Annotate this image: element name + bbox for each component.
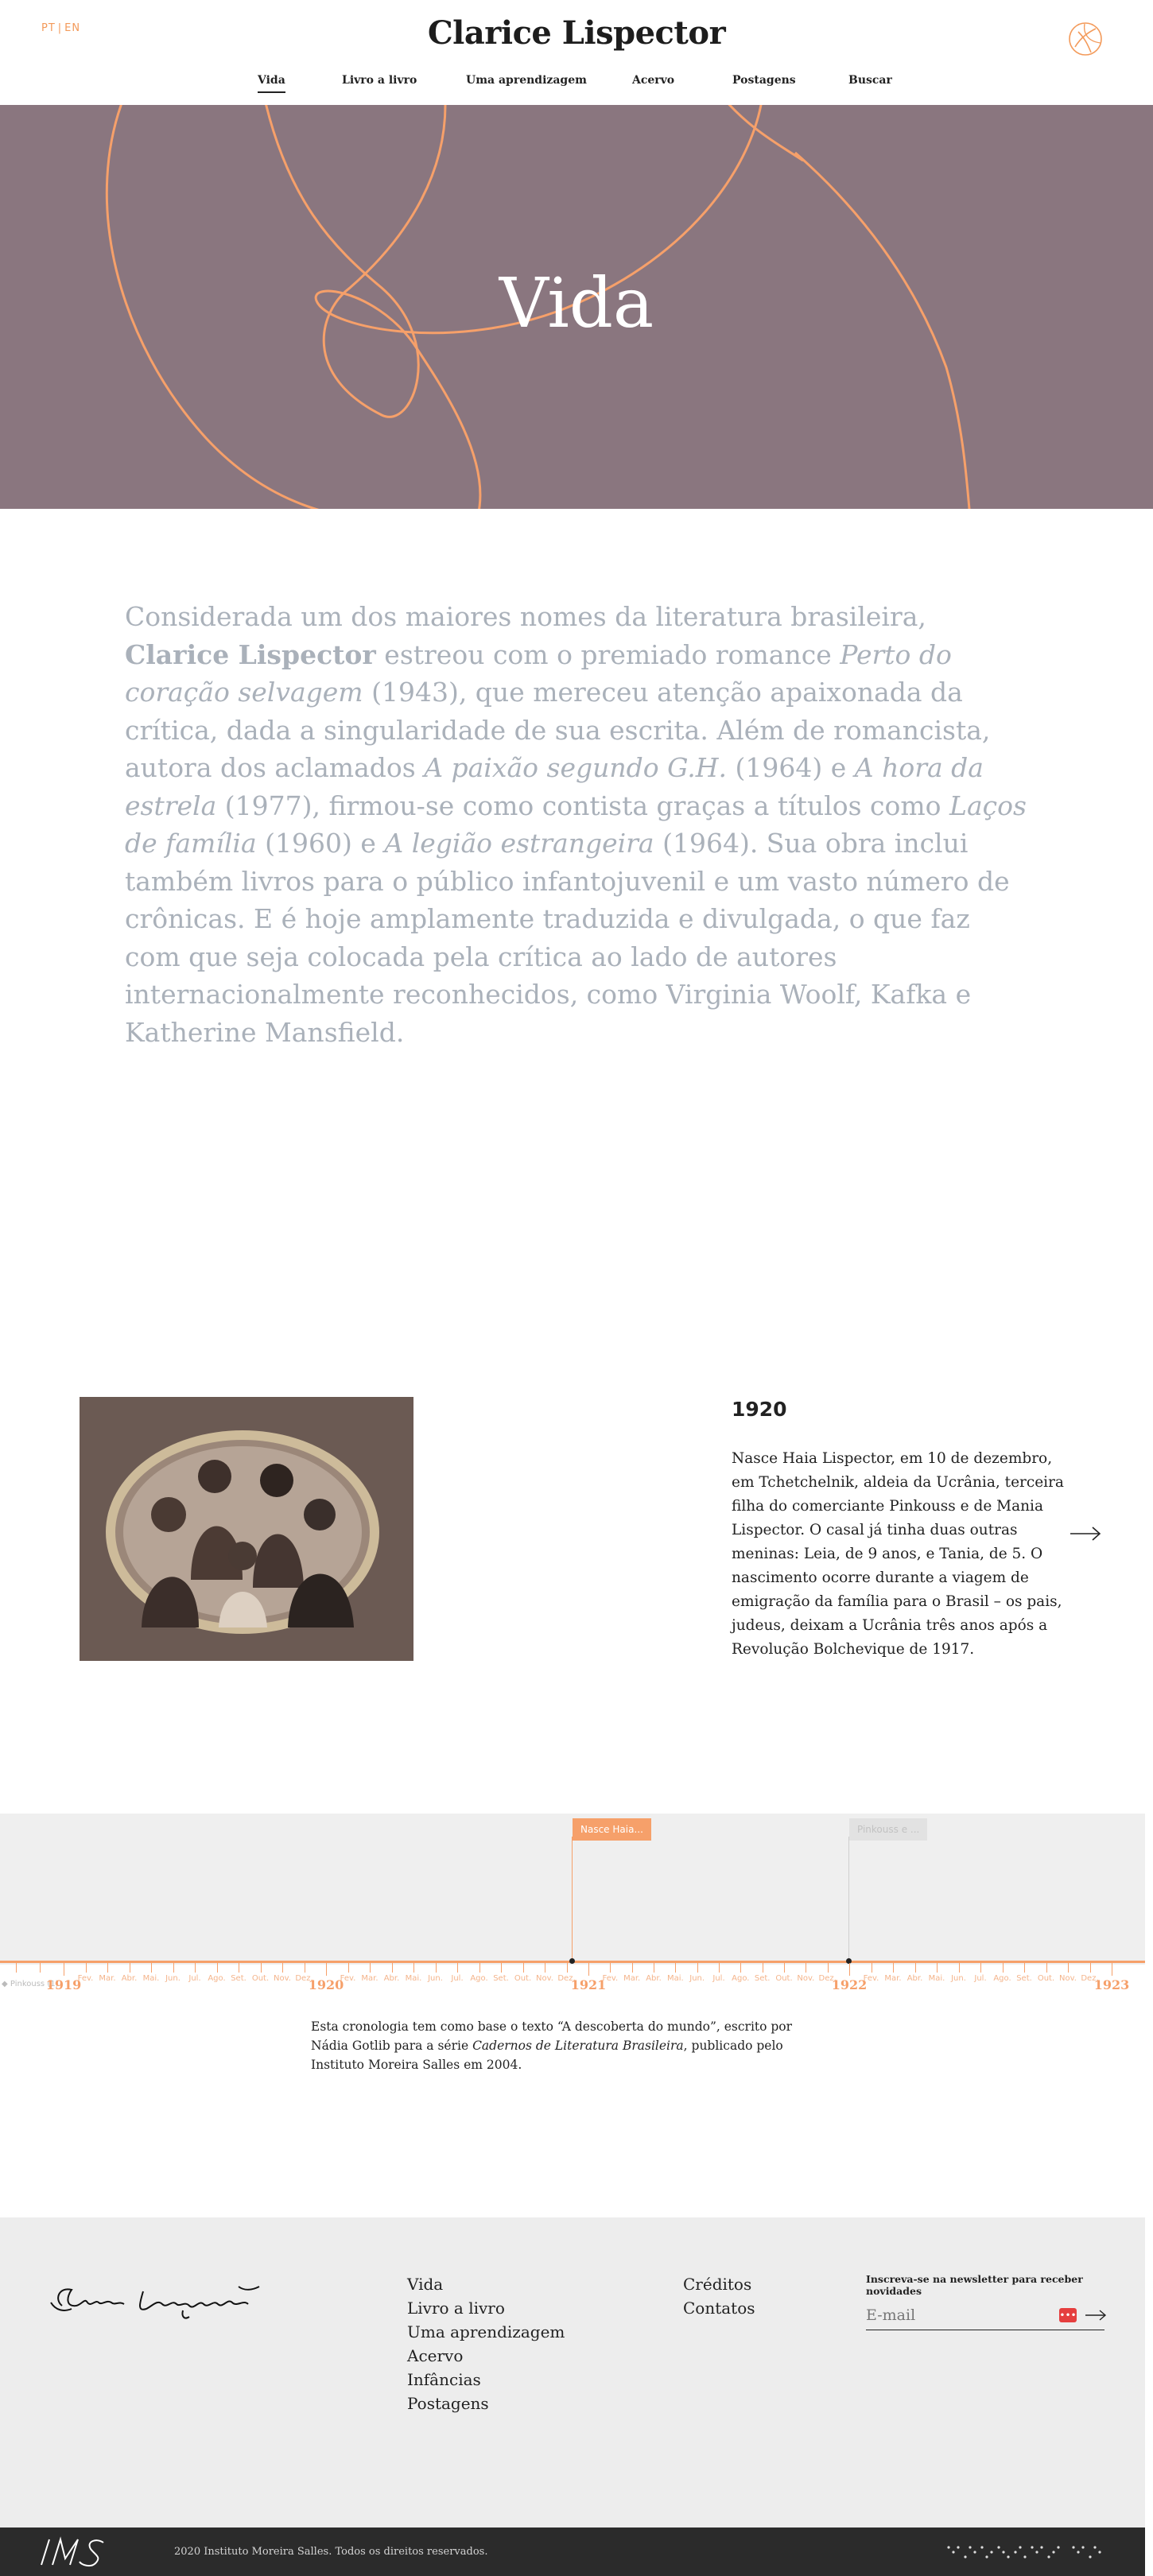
timeline-month-tick (173, 1963, 174, 1973)
page-title: Vida (499, 264, 654, 343)
timeline-year-label[interactable]: 1922 (831, 1977, 868, 1992)
timeline-year-tick (326, 1963, 327, 1976)
timeline-month-label: Mai. (142, 1974, 160, 1983)
timeline-month-tick (893, 1963, 894, 1973)
event-marker-line (572, 1837, 573, 1962)
timeline-month-tick (915, 1963, 916, 1973)
timeline-month-tick (567, 1963, 568, 1973)
timeline-month-label: Nov. (274, 1974, 291, 1983)
timeline-month-tick (40, 1963, 41, 1973)
timeline-month-label: Ago. (732, 1974, 750, 1983)
braille-pattern-icon (946, 2543, 1105, 2562)
footer-link-vida[interactable]: Vida (407, 2275, 444, 2294)
timeline-month-tick (392, 1963, 393, 1973)
intro-paragraph (125, 598, 1028, 1051)
footer-link-livro-a-livro[interactable]: Livro a livro (407, 2299, 505, 2318)
timeline-month-tick (282, 1963, 283, 1973)
newsletter-label: Inscreva-se na newsletter para receber novidades (866, 2273, 1083, 2297)
timeline-month-label: Out. (1037, 1974, 1055, 1983)
footer-link-contatos[interactable]: Contatos (683, 2299, 755, 2318)
timeline-event-flag[interactable]: Pinkouss e ... (849, 1818, 927, 1841)
timeline-month-label: Dez. (818, 1974, 837, 1983)
credit-text: , publicado pelo Instituto Moreira Salles em 2004. (311, 2039, 783, 2072)
timeline-month-label: Jun. (428, 1974, 443, 1983)
timeline-month-label: Ago. (208, 1974, 226, 1983)
site-header (0, 0, 1153, 105)
intro-text: estreou com o premiado romance (375, 638, 840, 670)
timeline-month-label: Jul. (712, 1974, 725, 1983)
timeline-year-label[interactable]: 1923 (1093, 1977, 1130, 1992)
timeline-month-tick (413, 1963, 414, 1973)
timeline-hint-label: Pinkouss (1) (10, 1980, 59, 1988)
nav-item-vida[interactable]: Vida (258, 74, 285, 87)
footer-link-acervo[interactable]: Acervo (407, 2346, 464, 2365)
timeline-month-tick (1068, 1963, 1069, 1973)
next-arrow-icon[interactable] (1069, 1525, 1102, 1542)
timeline-month-label: Abr. (121, 1974, 138, 1983)
author-name: Clarice Lispector (125, 638, 376, 670)
timeline-month-label: Nov. (1059, 1974, 1077, 1983)
brand-icon[interactable] (1067, 21, 1104, 57)
timeline-month-tick (457, 1963, 458, 1973)
timeline-month-tick (675, 1963, 676, 1973)
timeline-month-label: Abr. (906, 1974, 923, 1983)
timeline-month-label: Jun. (689, 1974, 705, 1983)
timeline-month-tick (261, 1963, 262, 1973)
timeline-month-label: Abr. (646, 1974, 662, 1983)
timeline-month-tick (697, 1963, 698, 1973)
credit-text: Esta cronologia tem como base o texto “A descoberta do mundo”, escrito por Nádia Gotlib para a série (311, 2019, 793, 2053)
timeline-month-tick (217, 1963, 218, 1973)
timeline-month-label: Jun. (951, 1974, 966, 1983)
site-title[interactable]: Clarice Lispector (427, 14, 726, 52)
timeline-month-label: Set. (493, 1974, 509, 1983)
timeline-year-tick (588, 1963, 589, 1976)
book-title: Perto do coração selvagem (125, 638, 952, 708)
newsletter-submit-arrow-icon[interactable] (1085, 2308, 1107, 2322)
timeline-month-label: Mar. (623, 1974, 641, 1983)
timeline-month-label: Set. (754, 1974, 771, 1983)
timeline-month-tick (479, 1963, 480, 1973)
footer-link-uma-aprendizagem[interactable]: Uma aprendizagem (407, 2322, 565, 2341)
diamond-icon: ◆ (2, 1980, 8, 1988)
hero-banner (0, 105, 1153, 509)
timeline-month-label: Ago. (470, 1974, 488, 1983)
footer-link-infancias[interactable]: Infâncias (407, 2370, 481, 2389)
timeline-month-label: Mar. (361, 1974, 379, 1983)
timeline-month-label: Nov. (797, 1974, 815, 1983)
timeline-month-tick (632, 1963, 633, 1973)
intro-text: Considerada um dos maiores nomes da literatura brasileira, (125, 601, 926, 632)
timeline-month-label: Dez. (1081, 1974, 1099, 1983)
ims-logo[interactable] (38, 2535, 111, 2568)
timeline-month-label: Out. (775, 1974, 793, 1983)
timeline-month-tick (784, 1963, 785, 1973)
intro-text: (1964). Sua obra inclui também livros para o público infantojuvenil e um vasto número de crônicas. E é hoje amplamente traduzida e divulgada, o que faz com que seja colocada pela crítica ao lado de autores internacionalmente reconhecidos, como Virginia Woolf, Kafka e Katherine Mansfield. (125, 828, 1010, 1048)
event-description: Nasce Haia Lispector, em 10 de dezembro, em Tchetchelnik, aldeia da Ucrânia, terceira filha do comerciante Pinkouss e de Mania Lispector. O casal já tinha duas outras meninas: Leia, de 9 anos, e Tania, de 5. O nascimento ocorre durante a viagem de emigração da família para o Brasil – os pais, judeus, deixam a Ucrânia três anos após a Revolução Bolchevique de 1917. (732, 1450, 1064, 1658)
book-title: Laços de família (125, 789, 1027, 859)
timeline-month-label: Fev. (863, 1974, 879, 1983)
timeline-month-label: Dez. (295, 1974, 313, 1983)
timeline-month-tick (151, 1963, 152, 1973)
footer-nav-primary (407, 2272, 565, 2415)
timeline-month-tick (86, 1963, 87, 1973)
timeline-month-label: Nov. (536, 1974, 553, 1983)
footer-link-creditos[interactable]: Créditos (683, 2275, 752, 2294)
timeline-month-tick (16, 1963, 17, 1973)
timeline-month-label: Fev. (602, 1974, 619, 1983)
event-dot (569, 1958, 575, 1964)
timeline-year-label[interactable]: 1920 (308, 1977, 344, 1992)
timeline-year-label[interactable]: 1921 (570, 1977, 607, 1992)
intro-text: (1960) e (256, 828, 385, 859)
lang-separator: | (57, 22, 63, 34)
timeline-month-label: Dez. (557, 1974, 576, 1983)
timeline-month-label: Ago. (993, 1974, 1011, 1983)
timeline-month-tick (959, 1963, 960, 1973)
timeline-month-tick (1024, 1963, 1025, 1973)
timeline-month-tick (370, 1963, 371, 1973)
timeline-month-label: Fev. (340, 1974, 356, 1983)
timeline-month-tick (348, 1963, 349, 1973)
timeline-month-label: Jul. (188, 1974, 201, 1983)
timeline-month-label: Mar. (99, 1974, 116, 1983)
timeline-month-label: Abr. (383, 1974, 400, 1983)
nav-item-postagens[interactable]: Postagens (732, 74, 796, 87)
timeline-month-tick (436, 1963, 437, 1973)
chronology-credit (311, 2017, 828, 2074)
timeline-month-tick (610, 1963, 611, 1973)
event-year: 1920 (732, 1398, 787, 1421)
nav-item-buscar[interactable]: Buscar (848, 74, 892, 87)
timeline-event-flag[interactable]: Nasce Haia... (573, 1818, 651, 1841)
timeline-month-label: Set. (1016, 1974, 1032, 1983)
nav-item-uma-aprendizagem[interactable]: Uma aprendizagem (466, 74, 587, 87)
book-title: A paixão segundo G.H. (424, 752, 728, 783)
copyright-text: 2020 Instituto Moreira Salles. Todos os direitos reservados. (174, 2546, 488, 2558)
timeline-month-label: Mai. (928, 1974, 945, 1983)
signature-logo[interactable] (48, 2275, 270, 2323)
nav-item-livro-a-livro[interactable]: Livro a livro (342, 74, 417, 87)
main-nav (0, 74, 1153, 98)
timeline-month-tick (1003, 1963, 1004, 1973)
book-title: A hora da estrela (125, 752, 984, 821)
timeline-month-label: Out. (251, 1974, 270, 1983)
timeline-month-tick (1090, 1963, 1091, 1973)
timeline-month-label: Mai. (666, 1974, 684, 1983)
timeline-month-tick (740, 1963, 741, 1973)
timeline-month-tick (937, 1963, 938, 1973)
timeline-month-tick (107, 1963, 108, 1973)
timeline-year-label[interactable]: 1919 (45, 1977, 82, 1992)
series-title: Cadernos de Literatura Brasileira (472, 2039, 684, 2053)
timeline-month-tick (195, 1963, 196, 1973)
timeline-month-tick (501, 1963, 502, 1973)
intro-text: (1964) e (727, 752, 855, 783)
intro-text: (1977), firmou-se como contista graças a títulos como (216, 789, 950, 821)
timeline-month-label: Jul. (974, 1974, 987, 1983)
timeline-month-tick (523, 1963, 524, 1973)
timeline-month-tick (1046, 1963, 1047, 1973)
timeline-month-tick (719, 1963, 720, 1973)
timeline-month-tick (980, 1963, 981, 1973)
timeline-month-label: Set. (231, 1974, 247, 1983)
timeline-month-label: Mai. (405, 1974, 422, 1983)
nav-item-acervo[interactable]: Acervo (632, 74, 675, 87)
lang-pt-link[interactable]: PT (41, 22, 56, 34)
family-photo (80, 1397, 413, 1661)
footer-link-postagens[interactable]: Postagens (407, 2394, 489, 2413)
footer-nav-secondary (683, 2272, 755, 2320)
event-marker-line (848, 1837, 849, 1962)
timeline-month-label: Out. (514, 1974, 532, 1983)
timeline-year-tick (849, 1963, 850, 1976)
lang-en-link[interactable]: EN (64, 22, 81, 34)
site-footer (0, 2217, 1145, 2528)
timeline-month-tick (828, 1963, 829, 1973)
book-title: A legião estrangeira (384, 828, 654, 859)
timeline-month-label: Jul. (451, 1974, 464, 1983)
timeline-month-label: Fev. (77, 1974, 94, 1983)
intro-text: (1943), que mereceu atenção apaixonada da crítica, dada a singularidade de sua escrita. Além de romancista, autora dos aclamados (125, 677, 991, 783)
password-manager-icon[interactable]: ••• (1059, 2310, 1077, 2321)
timeline-month-label: Mar. (884, 1974, 902, 1983)
timeline-month-label: Jun. (165, 1974, 181, 1983)
